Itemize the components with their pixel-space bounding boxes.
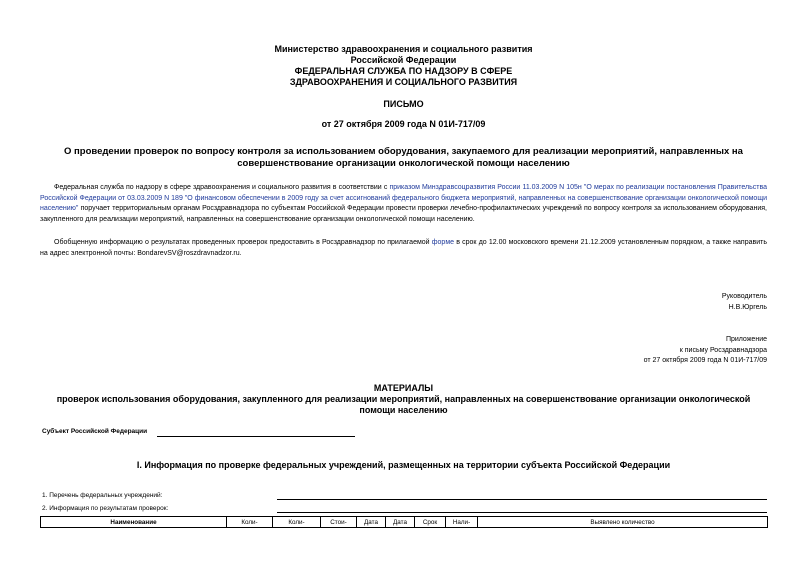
table-header-row [41,517,768,528]
materials-title: МАТЕРИАЛЫ [373,383,434,393]
paragraph-text: поручает территориальным органам Росздравнадзора по субъектам Российской Федерации провести проверки лечебно-профилактических учреждений по вопросу контроля за использованием оборудования, закупленного для реализации мероприятий, направленных на совершенствование организации онкологической помощи населению. [40,205,767,223]
section-title: I. Информация по проверке федеральных учреждений, размещенных на территории субъекта Российской Федерации [136,460,671,470]
appendix-title: Приложение [725,336,767,343]
signature-name: Н.В.Юргель [728,304,767,311]
order-link[interactable]: приказом Минздравсоцразвития России 11.03.2009 N 105н "О мерах по реализации постановления Правительства Российской Федерации от 03.03.2009 N 189 "О финансовом обеспечении в 2009 году за счет ассигнований федерального бюджета мероприятий, направленных на совершенствование организации онкологической помощи населению" [40,184,767,212]
table-header-cell: Дата [357,517,386,528]
letter-date: от 27 октября 2009 года N 01И-717/09 [321,119,486,129]
signature-block [722,291,767,313]
table-header-cell: Нали- [446,517,478,528]
header-line: ФЕДЕРАЛЬНАЯ СЛУЖБА ПО НАДЗОРУ В СФЕРЕ [294,66,513,76]
letter-title: ПИСЬМО [383,99,424,109]
item-federal-list: 1. Перечень федеральных учреждений: [42,492,163,499]
paragraph-text: в срок до 12.00 московского времени 21.12.2009 установленным порядком, а также направить на адрес электронной почты: BondarevSV@roszdravnadzor.ru. [40,239,767,257]
header-line: Российской Федерации [350,55,457,65]
materials-heading [40,383,767,416]
paragraph-text: Федеральная служба по надзору в сфере здравоохранения и социального развития в соответствии с [54,184,390,191]
paragraph-text: Обобщенную информацию о результатах проведенных проверок предоставить в Росздравнадзор по прилагаемой [54,239,432,246]
item-federal-list-line[interactable] [277,499,767,500]
table-header-cell: Коли- [227,517,273,528]
table-header-cell: Коли- [273,517,321,528]
table-header-cell: Наименование [41,517,227,528]
document-header [0,44,807,88]
item-inspection-results-line[interactable] [277,512,767,513]
table-header-cell: Срок [415,517,446,528]
materials-subtitle: проверок использования оборудования, закупленного для реализации мероприятий, направленных на совершенствование организации онкологической помощи населению [56,394,751,415]
subject-field-label: Субъект Российской Федерации [42,428,148,435]
appendix-block [644,335,767,367]
table-header-cell: Выявлено количество [478,517,768,528]
letter-subject: О проведении проверок по вопросу контроля за использованием оборудования, закупаемого для реализации мероприятий, направленных на совершенствование организации онкологической помощи населению [64,146,743,169]
materials-table [40,516,768,528]
table-header-cell: Стои- [321,517,357,528]
appendix-line: от 27 октября 2009 года N 01И-717/09 [643,357,767,364]
table-header-cell: Дата [386,517,415,528]
form-link[interactable]: форме [431,239,455,246]
header-line: ЗДРАВООХРАНЕНИЯ И СОЦИАЛЬНОГО РАЗВИТИЯ [289,77,518,87]
signature-position: Руководитель [721,293,767,300]
subject-field-line[interactable] [157,436,355,437]
appendix-line: к письму Росздравнадзора [679,346,767,354]
item-inspection-results: 2. Информация по результатам проверок: [42,505,169,512]
paragraph-2 [40,238,767,259]
paragraph-1 [40,183,767,225]
header-line: Министерство здравоохранения и социального развития [274,44,533,54]
